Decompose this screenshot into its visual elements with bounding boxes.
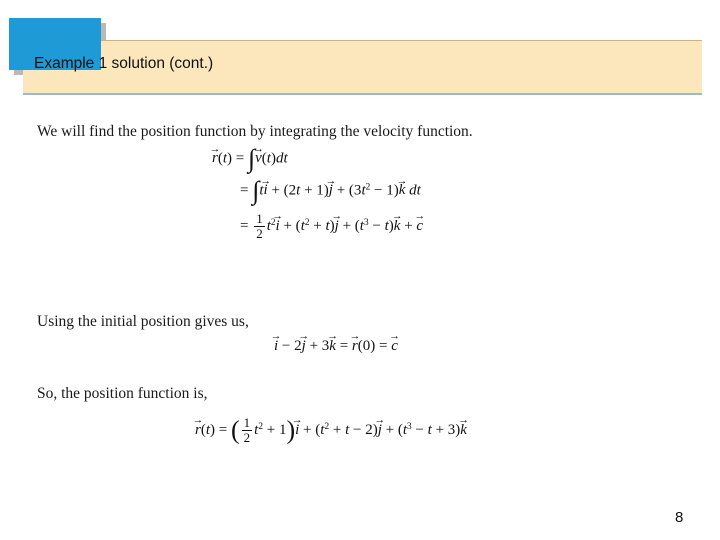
- conclusion-text: So, the position function is,: [37, 385, 208, 402]
- equation-line-1: → r(t) = ∫→ v(t)dt: [212, 146, 288, 172]
- slide-title: Example 1 solution (cont.): [34, 55, 214, 72]
- equation-line-3: = $\frac{1}{2}$ $t^2\to i + (t^2 + t)\to j + (t^3 - t)\to k$ + → c: [240, 212, 423, 241]
- page-number: 8: [675, 509, 684, 526]
- equation-initial-condition: → i − 2→ j + 3→ k = → r(0) = → c: [274, 338, 398, 355]
- equation-position-function: → r(t) = ( $\frac{1}{2}$ $t^2 + 1)\to i + (t^2 + t - 2)\to j + (t^3 - t + 3)\to k$: [195, 416, 467, 445]
- equation-line-2: = $\int t\to i + (2t + 1)\to j + (3t^2 - 1)\to k$ dt: [240, 178, 421, 204]
- initial-position-text: Using the initial position gives us,: [37, 313, 249, 330]
- intro-text: We will find the position function by integrating the velocity function.: [37, 123, 473, 140]
